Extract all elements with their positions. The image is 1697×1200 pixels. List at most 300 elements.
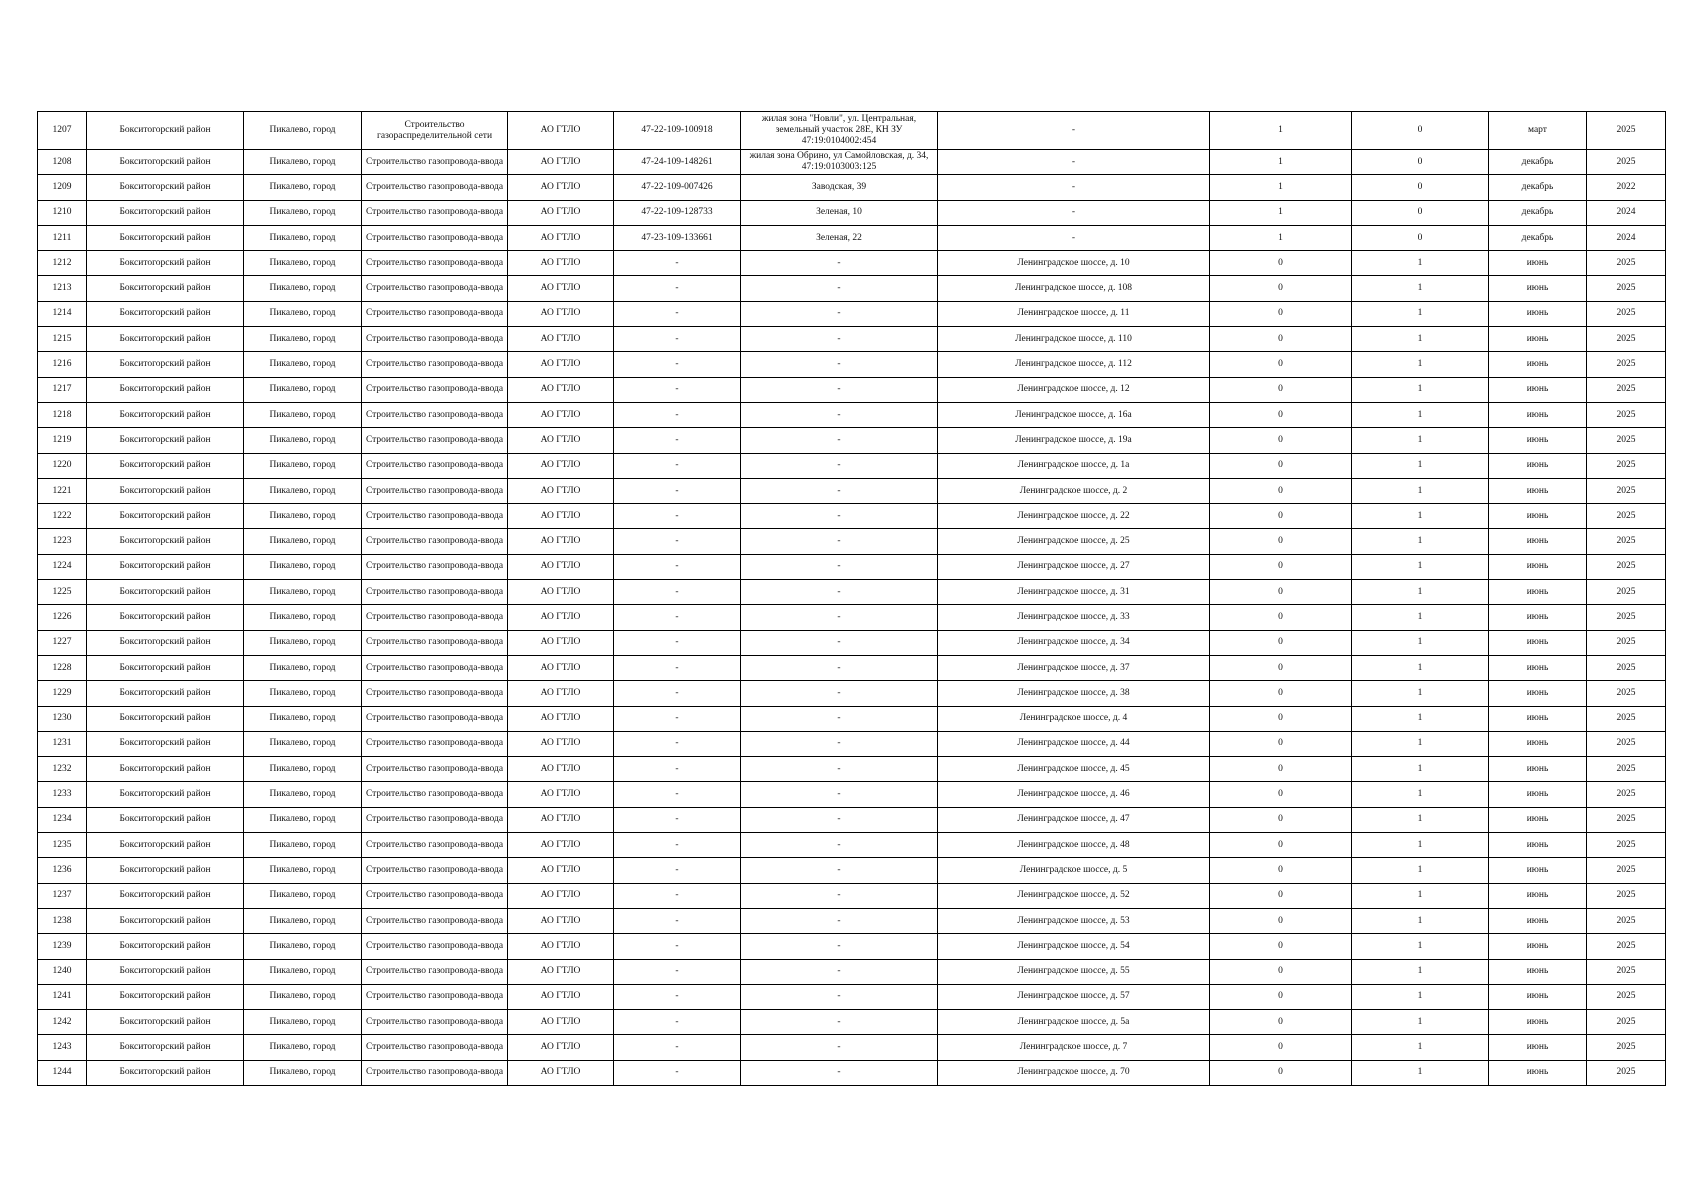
table-row — [38, 453, 1666, 478]
cell-month: июнь — [1489, 580, 1587, 605]
cell-address: - — [741, 276, 938, 301]
cell-settlement: Пикалево, город — [244, 984, 362, 1009]
cell-application-code: - — [614, 908, 741, 933]
cell-application-code: - — [614, 605, 741, 630]
cell-year: 2025 — [1587, 883, 1666, 908]
cell-work-type: Строительство газопровода-ввода — [362, 605, 508, 630]
cell-object-address: Ленинградское шоссе, д. 4 — [938, 706, 1210, 731]
cell-district: Бокситогорский район — [87, 200, 244, 225]
cell-count-b: 0 — [1352, 225, 1489, 250]
cell-organization: АО ГТЛО — [508, 807, 614, 832]
cell-application-code: - — [614, 782, 741, 807]
cell-count-a: 0 — [1210, 782, 1352, 807]
cell-settlement: Пикалево, город — [244, 681, 362, 706]
cell-count-a: 0 — [1210, 428, 1352, 453]
table-row — [38, 807, 1666, 832]
cell-address: - — [741, 655, 938, 680]
cell-district: Бокситогорский район — [87, 681, 244, 706]
cell-work-type: Строительство газопровода-ввода — [362, 377, 508, 402]
cell-count-a: 0 — [1210, 833, 1352, 858]
table-row — [38, 984, 1666, 1009]
cell-settlement: Пикалево, город — [244, 934, 362, 959]
cell-count-b: 0 — [1352, 150, 1489, 175]
cell-year: 2024 — [1587, 225, 1666, 250]
cell-work-type: Строительство газопровода-ввода — [362, 504, 508, 529]
cell-district: Бокситогорский район — [87, 327, 244, 352]
cell-address: - — [741, 478, 938, 503]
cell-count-a: 0 — [1210, 1035, 1352, 1060]
cell-object-address: Ленинградское шоссе, д. 33 — [938, 605, 1210, 630]
cell-application-code: - — [614, 1010, 741, 1035]
cell-settlement: Пикалево, город — [244, 605, 362, 630]
cell-object-address: Ленинградское шоссе, д. 2 — [938, 478, 1210, 503]
cell-organization: АО ГТЛО — [508, 757, 614, 782]
table-row — [38, 428, 1666, 453]
cell-count-a: 1 — [1210, 112, 1352, 150]
cell-application-code: - — [614, 453, 741, 478]
cell-settlement: Пикалево, город — [244, 428, 362, 453]
cell-work-type: Строительство газопровода-ввода — [362, 453, 508, 478]
cell-settlement: Пикалево, город — [244, 731, 362, 756]
cell-work-type: Строительство газопровода-ввода — [362, 883, 508, 908]
cell-settlement: Пикалево, город — [244, 1035, 362, 1060]
cell-application-code: - — [614, 807, 741, 832]
cell-month: июнь — [1489, 504, 1587, 529]
cell-row-number: 1234 — [38, 807, 87, 832]
cell-count-a: 0 — [1210, 630, 1352, 655]
cell-district: Бокситогорский район — [87, 782, 244, 807]
cell-object-address: Ленинградское шоссе, д. 46 — [938, 782, 1210, 807]
cell-object-address: - — [938, 175, 1210, 200]
cell-month: июнь — [1489, 428, 1587, 453]
cell-address: - — [741, 706, 938, 731]
cell-application-code: 47-22-109-100918 — [614, 112, 741, 150]
cell-count-b: 1 — [1352, 655, 1489, 680]
table-row — [38, 580, 1666, 605]
cell-count-b: 1 — [1352, 554, 1489, 579]
cell-count-b: 1 — [1352, 1060, 1489, 1085]
cell-address: - — [741, 883, 938, 908]
cell-work-type: Строительство газопровода-ввода — [362, 352, 508, 377]
cell-month: июнь — [1489, 301, 1587, 326]
cell-application-code: 47-22-109-128733 — [614, 200, 741, 225]
cell-district: Бокситогорский район — [87, 757, 244, 782]
cell-count-b: 0 — [1352, 200, 1489, 225]
cell-settlement: Пикалево, город — [244, 402, 362, 427]
cell-count-b: 1 — [1352, 580, 1489, 605]
cell-count-b: 1 — [1352, 327, 1489, 352]
cell-row-number: 1226 — [38, 605, 87, 630]
table-row — [38, 276, 1666, 301]
cell-count-b: 1 — [1352, 731, 1489, 756]
cell-address: жилая зона "Новли", ул. Центральная, земельный участок 28Е, КН ЗУ 47:19:0104002:454 — [741, 112, 938, 150]
cell-application-code: - — [614, 883, 741, 908]
cell-organization: АО ГТЛО — [508, 1060, 614, 1085]
cell-object-address: Ленинградское шоссе, д. 1а — [938, 453, 1210, 478]
cell-district: Бокситогорский район — [87, 251, 244, 276]
table-row — [38, 301, 1666, 326]
cell-year: 2025 — [1587, 402, 1666, 427]
cell-year: 2025 — [1587, 630, 1666, 655]
cell-count-a: 0 — [1210, 655, 1352, 680]
cell-row-number: 1244 — [38, 1060, 87, 1085]
cell-object-address: Ленинградское шоссе, д. 12 — [938, 377, 1210, 402]
cell-count-a: 0 — [1210, 504, 1352, 529]
cell-count-a: 0 — [1210, 478, 1352, 503]
table-row — [38, 858, 1666, 883]
cell-year: 2022 — [1587, 175, 1666, 200]
cell-work-type: Строительство газопровода-ввода — [362, 984, 508, 1009]
cell-object-address: Ленинградское шоссе, д. 27 — [938, 554, 1210, 579]
cell-object-address: Ленинградское шоссе, д. 19а — [938, 428, 1210, 453]
cell-count-a: 0 — [1210, 453, 1352, 478]
cell-month: июнь — [1489, 655, 1587, 680]
cell-month: июнь — [1489, 554, 1587, 579]
cell-month: июнь — [1489, 782, 1587, 807]
cell-application-code: - — [614, 428, 741, 453]
cell-work-type: Строительство газопровода-ввода — [362, 428, 508, 453]
cell-work-type: Строительство газопровода-ввода — [362, 225, 508, 250]
cell-organization: АО ГТЛО — [508, 655, 614, 680]
cell-row-number: 1209 — [38, 175, 87, 200]
cell-organization: АО ГТЛО — [508, 402, 614, 427]
cell-month: декабрь — [1489, 200, 1587, 225]
cell-row-number: 1214 — [38, 301, 87, 326]
table-row — [38, 251, 1666, 276]
cell-month: декабрь — [1489, 175, 1587, 200]
cell-month: июнь — [1489, 630, 1587, 655]
cell-row-number: 1216 — [38, 352, 87, 377]
cell-count-b: 1 — [1352, 1035, 1489, 1060]
cell-year: 2025 — [1587, 833, 1666, 858]
cell-month: июнь — [1489, 1060, 1587, 1085]
cell-address: - — [741, 301, 938, 326]
cell-work-type: Строительство газопровода-ввода — [362, 175, 508, 200]
cell-district: Бокситогорский район — [87, 504, 244, 529]
cell-count-a: 0 — [1210, 251, 1352, 276]
cell-object-address: Ленинградское шоссе, д. 5а — [938, 1010, 1210, 1035]
cell-month: июнь — [1489, 605, 1587, 630]
cell-organization: АО ГТЛО — [508, 605, 614, 630]
cell-count-a: 0 — [1210, 681, 1352, 706]
cell-settlement: Пикалево, город — [244, 706, 362, 731]
cell-year: 2025 — [1587, 529, 1666, 554]
cell-application-code: 47-23-109-133661 — [614, 225, 741, 250]
cell-address: - — [741, 782, 938, 807]
cell-organization: АО ГТЛО — [508, 833, 614, 858]
cell-row-number: 1238 — [38, 908, 87, 933]
cell-row-number: 1230 — [38, 706, 87, 731]
cell-count-a: 1 — [1210, 175, 1352, 200]
cell-settlement: Пикалево, город — [244, 529, 362, 554]
cell-count-a: 0 — [1210, 959, 1352, 984]
cell-application-code: - — [614, 984, 741, 1009]
cell-year: 2025 — [1587, 251, 1666, 276]
cell-address: - — [741, 908, 938, 933]
cell-row-number: 1233 — [38, 782, 87, 807]
cell-year: 2025 — [1587, 150, 1666, 175]
table-row — [38, 175, 1666, 200]
cell-address: - — [741, 428, 938, 453]
cell-month: июнь — [1489, 276, 1587, 301]
table-row — [38, 934, 1666, 959]
cell-application-code: - — [614, 504, 741, 529]
cell-organization: АО ГТЛО — [508, 251, 614, 276]
cell-year: 2025 — [1587, 655, 1666, 680]
cell-object-address: Ленинградское шоссе, д. 48 — [938, 833, 1210, 858]
cell-address: Зеленая, 10 — [741, 200, 938, 225]
cell-row-number: 1207 — [38, 112, 87, 150]
cell-district: Бокситогорский район — [87, 605, 244, 630]
cell-work-type: Строительство газопровода-ввода — [362, 833, 508, 858]
cell-work-type: Строительство газопровода-ввода — [362, 1035, 508, 1060]
cell-count-a: 0 — [1210, 605, 1352, 630]
cell-address: - — [741, 377, 938, 402]
cell-organization: АО ГТЛО — [508, 225, 614, 250]
cell-month: июнь — [1489, 984, 1587, 1009]
cell-count-b: 1 — [1352, 377, 1489, 402]
cell-row-number: 1225 — [38, 580, 87, 605]
table-row — [38, 706, 1666, 731]
cell-district: Бокситогорский район — [87, 908, 244, 933]
cell-application-code: - — [614, 580, 741, 605]
cell-application-code: - — [614, 251, 741, 276]
cell-month: июнь — [1489, 402, 1587, 427]
cell-year: 2025 — [1587, 706, 1666, 731]
cell-count-a: 0 — [1210, 402, 1352, 427]
cell-month: июнь — [1489, 757, 1587, 782]
cell-organization: АО ГТЛО — [508, 200, 614, 225]
cell-work-type: Строительство газопровода-ввода — [362, 327, 508, 352]
cell-row-number: 1228 — [38, 655, 87, 680]
cell-organization: АО ГТЛО — [508, 580, 614, 605]
cell-application-code: 47-24-109-148261 — [614, 150, 741, 175]
cell-count-a: 0 — [1210, 731, 1352, 756]
table-row — [38, 402, 1666, 427]
gasification-table — [37, 111, 1666, 1086]
cell-district: Бокситогорский район — [87, 453, 244, 478]
cell-organization: АО ГТЛО — [508, 934, 614, 959]
cell-settlement: Пикалево, город — [244, 655, 362, 680]
cell-district: Бокситогорский район — [87, 1035, 244, 1060]
cell-object-address: Ленинградское шоссе, д. 5 — [938, 858, 1210, 883]
cell-object-address: Ленинградское шоссе, д. 11 — [938, 301, 1210, 326]
cell-district: Бокситогорский район — [87, 731, 244, 756]
cell-application-code: - — [614, 630, 741, 655]
cell-count-b: 1 — [1352, 529, 1489, 554]
cell-year: 2025 — [1587, 959, 1666, 984]
cell-work-type: Строительство газопровода-ввода — [362, 1060, 508, 1085]
cell-row-number: 1240 — [38, 959, 87, 984]
table-row — [38, 225, 1666, 250]
cell-organization: АО ГТЛО — [508, 327, 614, 352]
cell-organization: АО ГТЛО — [508, 554, 614, 579]
cell-district: Бокситогорский район — [87, 529, 244, 554]
cell-count-a: 1 — [1210, 225, 1352, 250]
table-row — [38, 782, 1666, 807]
cell-year: 2025 — [1587, 1060, 1666, 1085]
cell-work-type: Строительство газопровода-ввода — [362, 655, 508, 680]
cell-district: Бокситогорский район — [87, 554, 244, 579]
table-row — [38, 200, 1666, 225]
table-body — [38, 112, 1666, 1086]
cell-settlement: Пикалево, город — [244, 757, 362, 782]
table-row — [38, 959, 1666, 984]
cell-work-type: Строительство газопровода-ввода — [362, 478, 508, 503]
table-row — [38, 478, 1666, 503]
cell-count-b: 1 — [1352, 883, 1489, 908]
cell-organization: АО ГТЛО — [508, 1010, 614, 1035]
cell-district: Бокситогорский район — [87, 175, 244, 200]
cell-count-b: 1 — [1352, 428, 1489, 453]
cell-district: Бокситогорский район — [87, 858, 244, 883]
cell-address: - — [741, 757, 938, 782]
cell-month: июнь — [1489, 529, 1587, 554]
cell-object-address: - — [938, 200, 1210, 225]
cell-count-b: 1 — [1352, 908, 1489, 933]
cell-settlement: Пикалево, город — [244, 833, 362, 858]
cell-month: июнь — [1489, 1010, 1587, 1035]
cell-year: 2025 — [1587, 428, 1666, 453]
cell-work-type: Строительство газопровода-ввода — [362, 150, 508, 175]
cell-month: июнь — [1489, 959, 1587, 984]
cell-address: - — [741, 529, 938, 554]
table-row — [38, 554, 1666, 579]
cell-count-a: 0 — [1210, 529, 1352, 554]
cell-count-b: 1 — [1352, 833, 1489, 858]
cell-row-number: 1221 — [38, 478, 87, 503]
cell-count-b: 1 — [1352, 276, 1489, 301]
cell-address: - — [741, 402, 938, 427]
cell-settlement: Пикалево, город — [244, 782, 362, 807]
cell-district: Бокситогорский район — [87, 934, 244, 959]
cell-organization: АО ГТЛО — [508, 782, 614, 807]
cell-month: июнь — [1489, 858, 1587, 883]
cell-month: июнь — [1489, 908, 1587, 933]
cell-year: 2025 — [1587, 984, 1666, 1009]
cell-application-code: - — [614, 529, 741, 554]
cell-application-code: - — [614, 327, 741, 352]
cell-row-number: 1219 — [38, 428, 87, 453]
table-row — [38, 605, 1666, 630]
cell-organization: АО ГТЛО — [508, 276, 614, 301]
cell-district: Бокситогорский район — [87, 883, 244, 908]
cell-application-code: - — [614, 352, 741, 377]
cell-object-address: Ленинградское шоссе, д. 10 — [938, 251, 1210, 276]
cell-object-address: Ленинградское шоссе, д. 38 — [938, 681, 1210, 706]
cell-count-b: 1 — [1352, 630, 1489, 655]
cell-row-number: 1223 — [38, 529, 87, 554]
cell-month: июнь — [1489, 453, 1587, 478]
cell-count-a: 0 — [1210, 908, 1352, 933]
cell-organization: АО ГТЛО — [508, 301, 614, 326]
cell-month: июнь — [1489, 883, 1587, 908]
cell-district: Бокситогорский район — [87, 959, 244, 984]
cell-row-number: 1242 — [38, 1010, 87, 1035]
cell-count-b: 1 — [1352, 706, 1489, 731]
cell-object-address: Ленинградское шоссе, д. 57 — [938, 984, 1210, 1009]
cell-row-number: 1236 — [38, 858, 87, 883]
cell-district: Бокситогорский район — [87, 984, 244, 1009]
cell-row-number: 1229 — [38, 681, 87, 706]
cell-organization: АО ГТЛО — [508, 858, 614, 883]
cell-count-a: 0 — [1210, 757, 1352, 782]
cell-settlement: Пикалево, город — [244, 453, 362, 478]
cell-month: июнь — [1489, 327, 1587, 352]
cell-district: Бокситогорский район — [87, 276, 244, 301]
cell-work-type: Строительство газопровода-ввода — [362, 200, 508, 225]
cell-count-a: 0 — [1210, 858, 1352, 883]
cell-work-type: Строительство газопровода-ввода — [362, 757, 508, 782]
cell-count-b: 1 — [1352, 504, 1489, 529]
cell-year: 2025 — [1587, 580, 1666, 605]
cell-organization: АО ГТЛО — [508, 504, 614, 529]
cell-month: июнь — [1489, 807, 1587, 832]
table-row — [38, 757, 1666, 782]
cell-month: июнь — [1489, 731, 1587, 756]
cell-address: - — [741, 833, 938, 858]
table-row — [38, 833, 1666, 858]
cell-row-number: 1217 — [38, 377, 87, 402]
cell-district: Бокситогорский район — [87, 150, 244, 175]
table-row — [38, 504, 1666, 529]
cell-count-a: 0 — [1210, 352, 1352, 377]
cell-work-type: Строительство газопровода-ввода — [362, 782, 508, 807]
cell-address: - — [741, 251, 938, 276]
cell-settlement: Пикалево, город — [244, 858, 362, 883]
cell-month: июнь — [1489, 377, 1587, 402]
cell-address: - — [741, 453, 938, 478]
cell-year: 2025 — [1587, 1010, 1666, 1035]
cell-count-b: 1 — [1352, 984, 1489, 1009]
cell-district: Бокситогорский район — [87, 377, 244, 402]
cell-row-number: 1241 — [38, 984, 87, 1009]
cell-count-a: 0 — [1210, 580, 1352, 605]
cell-settlement: Пикалево, город — [244, 175, 362, 200]
cell-district: Бокситогорский район — [87, 112, 244, 150]
table-row — [38, 908, 1666, 933]
cell-object-address: Ленинградское шоссе, д. 54 — [938, 934, 1210, 959]
cell-object-address: Ленинградское шоссе, д. 45 — [938, 757, 1210, 782]
cell-address: - — [741, 504, 938, 529]
cell-work-type: Строительство газопровода-ввода — [362, 529, 508, 554]
cell-settlement: Пикалево, город — [244, 1010, 362, 1035]
cell-row-number: 1227 — [38, 630, 87, 655]
cell-year: 2025 — [1587, 908, 1666, 933]
cell-district: Бокситогорский район — [87, 580, 244, 605]
cell-row-number: 1210 — [38, 200, 87, 225]
cell-object-address: Ленинградское шоссе, д. 108 — [938, 276, 1210, 301]
table-row — [38, 150, 1666, 175]
cell-count-b: 1 — [1352, 782, 1489, 807]
cell-district: Бокситогорский район — [87, 225, 244, 250]
cell-count-a: 0 — [1210, 377, 1352, 402]
cell-work-type: Строительство газопровода-ввода — [362, 681, 508, 706]
cell-year: 2025 — [1587, 605, 1666, 630]
cell-work-type: Строительство газопровода-ввода — [362, 934, 508, 959]
cell-count-b: 1 — [1352, 301, 1489, 326]
cell-settlement: Пикалево, город — [244, 112, 362, 150]
cell-year: 2025 — [1587, 1035, 1666, 1060]
cell-month: июнь — [1489, 706, 1587, 731]
cell-settlement: Пикалево, город — [244, 200, 362, 225]
cell-row-number: 1222 — [38, 504, 87, 529]
document-page — [37, 111, 1665, 1086]
cell-organization: АО ГТЛО — [508, 150, 614, 175]
cell-count-b: 1 — [1352, 402, 1489, 427]
table-row — [38, 731, 1666, 756]
cell-application-code: - — [614, 478, 741, 503]
